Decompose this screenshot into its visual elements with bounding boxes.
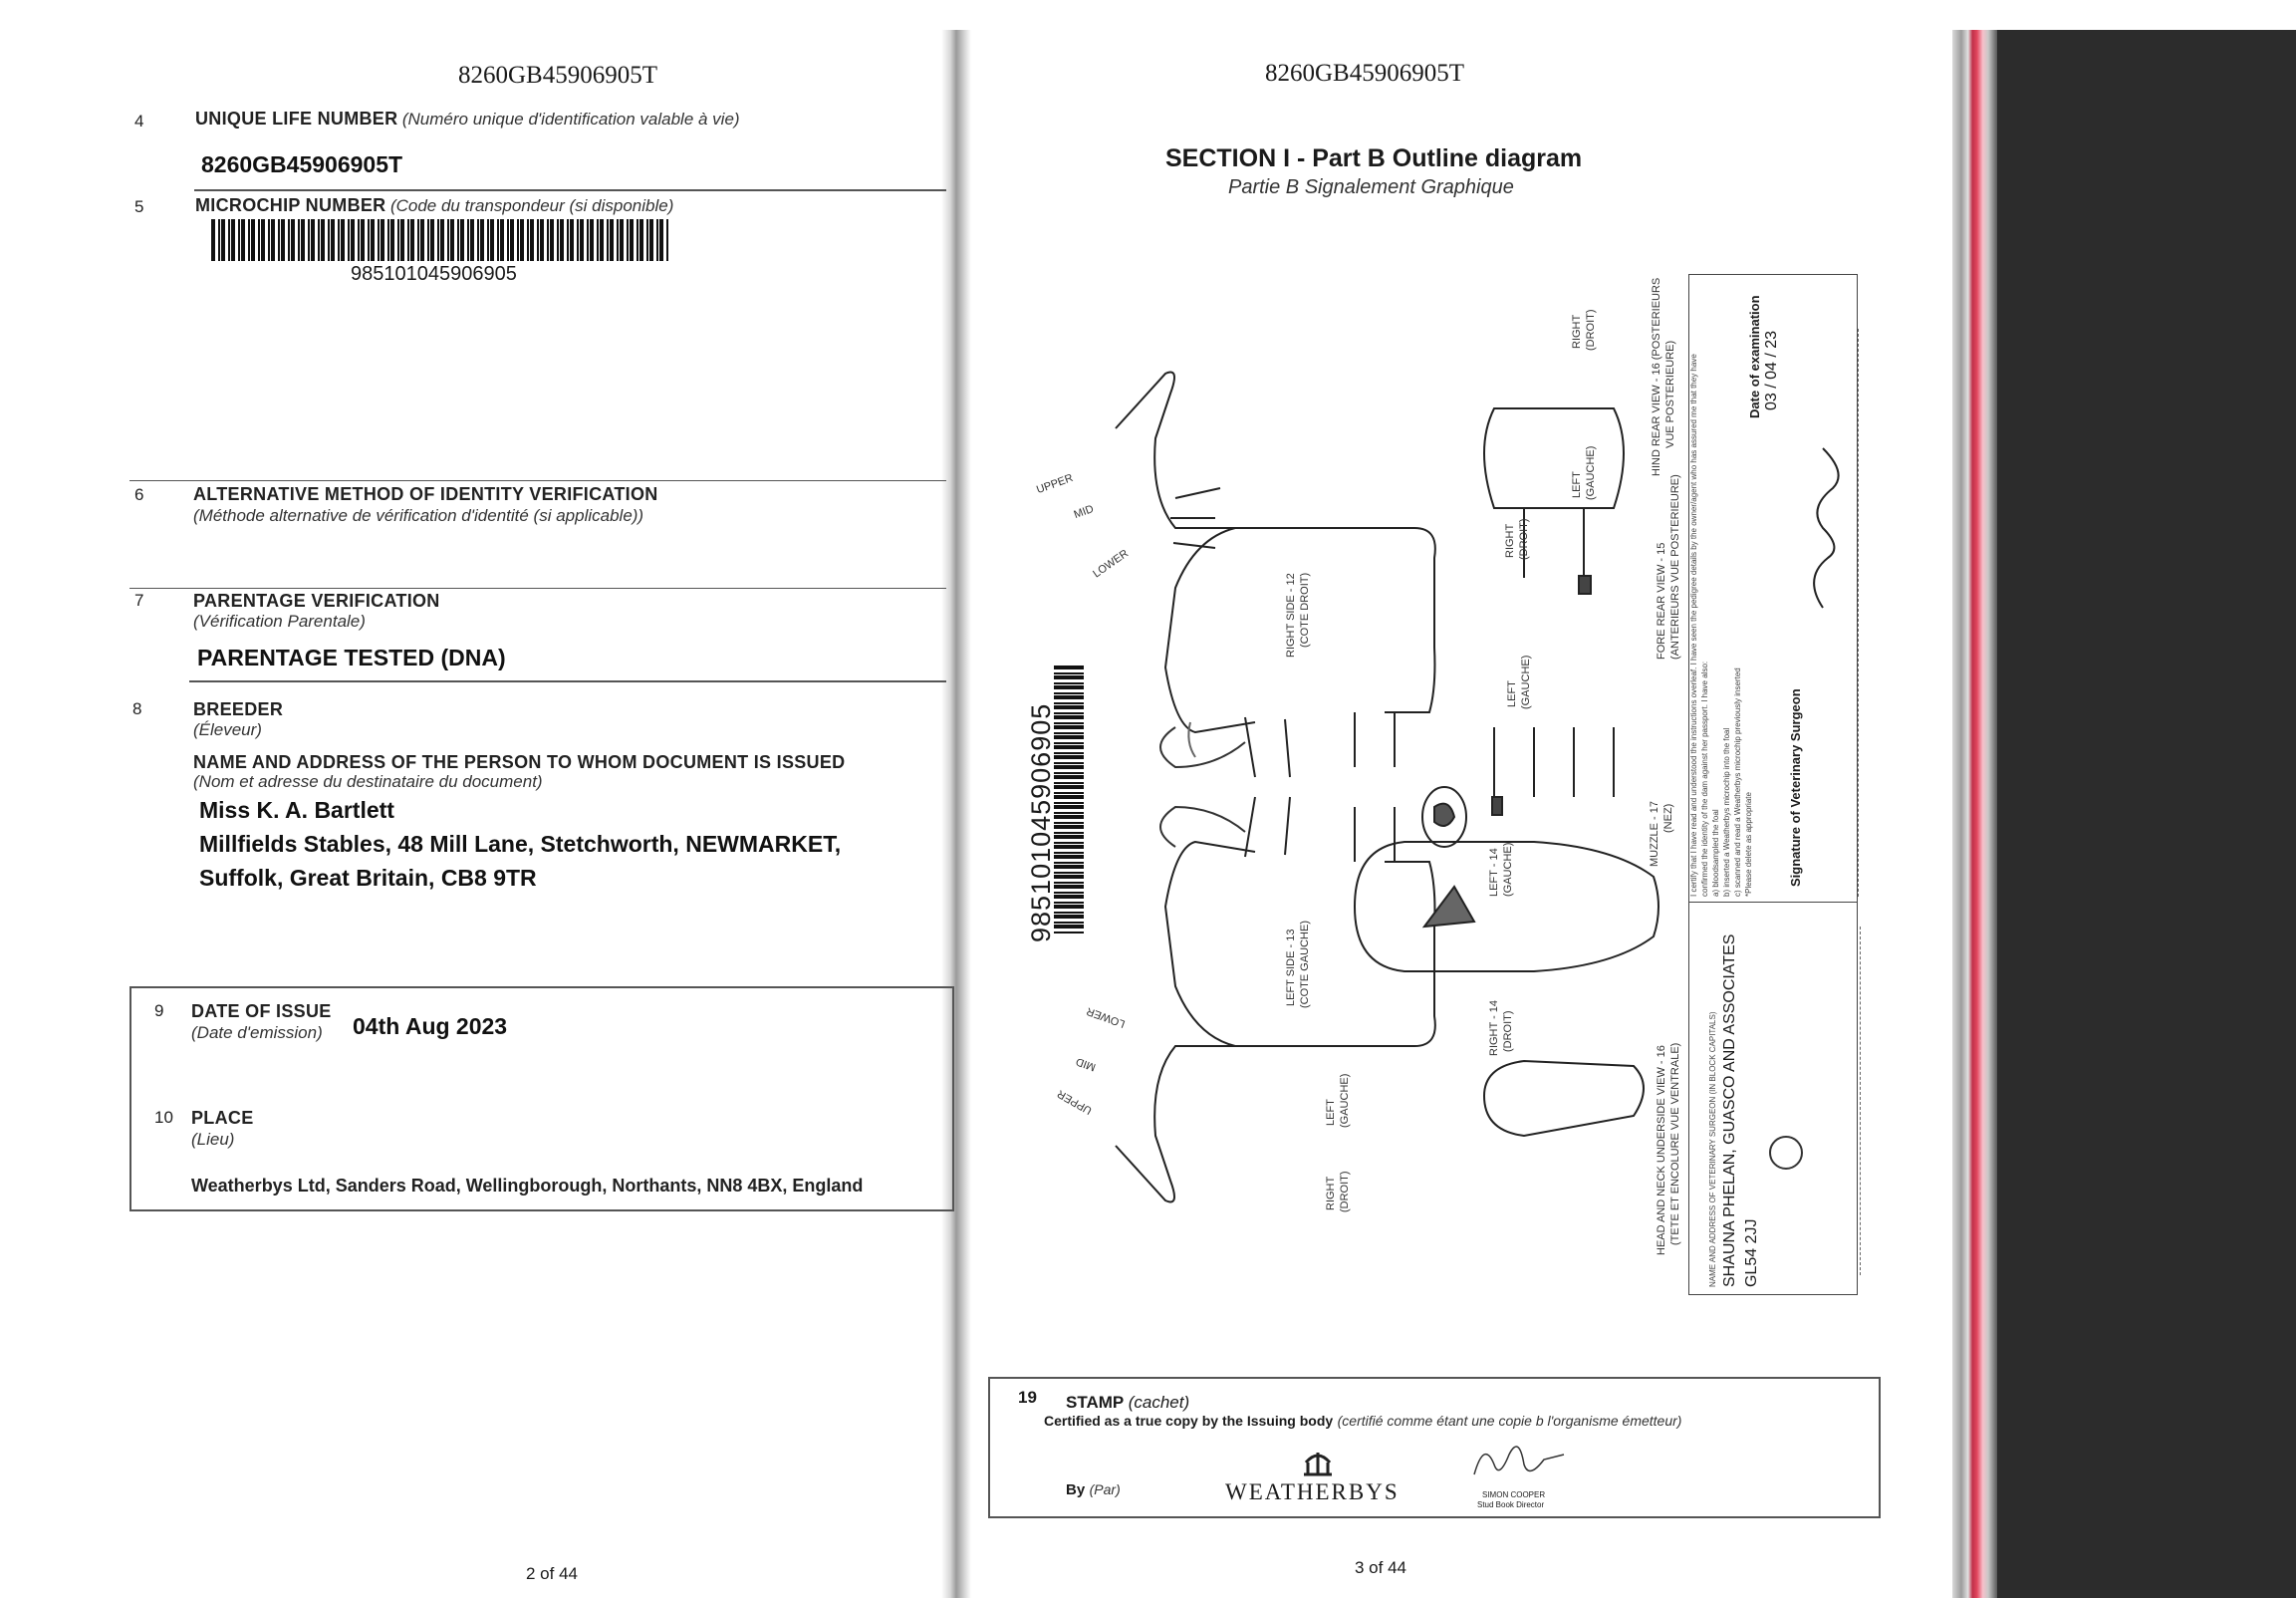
vet-signature: [1793, 428, 1853, 618]
breeder-name: Miss K. A. Bartlett: [199, 797, 394, 823]
field-8-french: (Éleveur): [193, 720, 262, 739]
weatherbys-crest-icon: [1300, 1445, 1336, 1478]
director-signature: [1464, 1435, 1574, 1484]
label-right-14: RIGHT - 14: [1488, 999, 1500, 1056]
field-4-heading: [195, 109, 740, 130]
field-5-label: MICROCHIP NUMBER: [195, 195, 386, 215]
label-left-side-fr: (COTE GAUCHE): [1299, 921, 1311, 1008]
date-of-exam-value: 03 / 04 / 23: [1763, 330, 1780, 410]
field-8-sub-label: NAME AND ADDRESS OF THE PERSON TO WHOM DOCUMENT IS ISSUED: [193, 752, 846, 772]
signatory-title: Stud Book Director: [1477, 1500, 1545, 1509]
label-mid-top: MID: [1072, 502, 1096, 522]
vet-name: SHAUNA PHELAN, GUASCO AND ASSOCIATES: [1721, 933, 1738, 1287]
field-7-french: (Vérification Parentale): [193, 612, 366, 631]
place-of-issue: Weatherbys Ltd, Sanders Road, Wellingborough, Northants, NN8 4BX, England: [191, 1176, 864, 1196]
label-right-upper: RIGHT: [1504, 523, 1516, 558]
divider: [129, 588, 946, 589]
stamp-label: STAMP: [1066, 1393, 1125, 1412]
label-mid-bottom: MID: [1074, 1054, 1098, 1074]
field-8-number: 8: [132, 699, 142, 718]
label-right-side: RIGHT SIDE - 12: [1285, 573, 1297, 658]
divider: [1688, 902, 1858, 903]
section-title: SECTION I - Part B Outline diagram: [1165, 144, 1583, 172]
field-9-number: 9: [154, 1001, 164, 1020]
stamp-label-french: (cachet): [1128, 1393, 1190, 1412]
field-10-label: PLACE: [191, 1108, 254, 1128]
label-hind-rear-fr: VUE POSTERIEURE): [1664, 340, 1676, 448]
field-7-number: 7: [134, 591, 144, 610]
label-right-14-fr: (DROIT): [1502, 1010, 1514, 1052]
label-left-14: LEFT - 14: [1488, 848, 1500, 897]
field-19-number: 19: [1018, 1388, 1037, 1407]
divider: [194, 189, 946, 191]
field-4-french: (Numéro unique d'identification valable à vie): [401, 110, 740, 129]
field-9-label: DATE OF ISSUE: [191, 1001, 332, 1021]
unique-life-number: 8260GB45906905T: [201, 151, 403, 177]
divider: [189, 680, 946, 682]
label-head-neck: HEAD AND NECK UNDERSIDE VIEW - 16: [1656, 1045, 1667, 1255]
divider: [1860, 927, 1861, 1275]
date-of-exam-label: Date of examination: [1747, 295, 1762, 418]
label-right-bottom: RIGHT: [1325, 1176, 1337, 1210]
label-right-bottom-fr: (DROIT): [1339, 1171, 1351, 1212]
label-upper-top: UPPER: [1035, 471, 1075, 497]
left-header-code: 8260GB45906905T: [458, 62, 657, 89]
label-right-upper-fr: (DROIT): [1518, 518, 1530, 560]
label-left-upper: LEFT: [1506, 680, 1518, 707]
page-edge-strip: [1952, 30, 1997, 1598]
right-page-number: 3 of 44: [1355, 1558, 1406, 1577]
field-5-number: 5: [134, 197, 144, 216]
vet-name-address-label: NAME AND ADDRESS OF VETERINARY SURGEON (IN BLOCK CAPITALS): [1708, 1011, 1717, 1287]
vet-certification-text: I certify that I have read and understood the instructions overleaf. I have seen the pedigree details by the owner/agent who has assured me that they have confirmed the identity of the dam against her passport. I have also: a) bloodsampled the foal b) inserted a Weatherbys microchip into the foal c) scanned and read a Weatherbys microchip previously inserted *Please delete as appropriate: [1689, 354, 1753, 897]
label-fore-rear-fr: (ANTERIEURS VUE POSTERIEURE): [1669, 474, 1681, 660]
book-gutter: [941, 30, 971, 1598]
divider: [129, 480, 946, 481]
label-right-top: RIGHT: [1571, 314, 1583, 349]
label-left-top-fr: (GAUCHE): [1585, 445, 1597, 500]
microchip-barcode: [211, 219, 671, 261]
field-6-number: 6: [134, 485, 144, 504]
label-left-side: LEFT SIDE - 13: [1285, 929, 1297, 1006]
label-lower-top: LOWER: [1091, 547, 1132, 581]
label-muzzle-fr: (NEZ): [1662, 803, 1674, 833]
vet-postcode: GL54 2JJ: [1743, 1218, 1760, 1287]
field-6-label: ALTERNATIVE METHOD OF IDENTITY VERIFICATION: [193, 484, 658, 504]
label-hind-rear: HIND REAR VIEW - 16 (POSTERIEURS: [1651, 277, 1662, 476]
weatherbys-logo: WEATHERBYS: [1225, 1479, 1400, 1504]
date-of-issue: 04th Aug 2023: [353, 1013, 508, 1039]
label-left-bottom-fr: (GAUCHE): [1339, 1073, 1351, 1128]
vet-signature-label: Signature of Veterinary Surgeon: [1788, 688, 1803, 887]
field-9-french: (Date d'emission): [191, 1023, 323, 1042]
field-4-label: UNIQUE LIFE NUMBER: [195, 109, 398, 129]
stamp-cert-line: Certified as a true copy by the Issuing body (certifié comme étant une copie b l'organisme émetteur): [1044, 1413, 1682, 1429]
scanner-background: [1997, 30, 2296, 1598]
vet-practice-stamp-icon: [1769, 1136, 1803, 1170]
label-left-bottom: LEFT: [1325, 1099, 1337, 1126]
divider: [1858, 329, 1859, 897]
label-fore-rear: FORE REAR VIEW - 15: [1656, 542, 1667, 660]
field-5-heading: [195, 195, 673, 216]
label-left-top: LEFT: [1571, 471, 1583, 498]
field-4-number: 4: [134, 112, 144, 131]
breeder-address-line1: Millfields Stables, 48 Mill Lane, Stetchworth, NEWMARKET,: [199, 831, 842, 857]
stamp-heading: [1066, 1393, 1189, 1413]
field-5-french: (Code du transpondeur (si disponible): [389, 196, 674, 215]
stamp-by: By (Par): [1066, 1481, 1121, 1498]
section-subtitle: Partie B Signalement Graphique: [1228, 176, 1514, 198]
label-head-neck-fr: (TETE ET ENCOLURE VUE VENTRALE): [1669, 1042, 1681, 1245]
label-muzzle: MUZZLE - 17: [1649, 800, 1660, 867]
label-lower-bottom: LOWER: [1085, 1004, 1128, 1030]
label-right-side-fr: (COTE DROIT): [1299, 572, 1311, 648]
right-header-code: 8260GB45906905T: [1265, 60, 1464, 87]
label-left-upper-fr: (GAUCHE): [1520, 655, 1532, 709]
field-8-sub-french: (Nom et adresse du destinataire du document): [193, 772, 543, 791]
field-10-french: (Lieu): [191, 1130, 235, 1149]
breeder-address-line2: Suffolk, Great Britain, CB8 9TR: [199, 865, 537, 891]
microchip-number: 985101045906905: [351, 263, 517, 285]
field-8-label: BREEDER: [193, 699, 284, 719]
vertical-barcode-number: 985101045906905: [1026, 702, 1056, 942]
left-page-number: 2 of 44: [526, 1564, 578, 1583]
parentage-value: PARENTAGE TESTED (DNA): [197, 645, 506, 670]
label-upper-bottom: UPPER: [1055, 1087, 1095, 1117]
field-6-french: (Méthode alternative de vérification d'identité (si applicable)): [193, 506, 644, 525]
label-left-14-fr: (GAUCHE): [1502, 842, 1514, 897]
signatory-name: SIMON COOPER: [1482, 1490, 1546, 1499]
label-right-top-fr: (DROIT): [1585, 309, 1597, 351]
field-10-number: 10: [154, 1108, 173, 1127]
field-7-label: PARENTAGE VERIFICATION: [193, 591, 440, 611]
